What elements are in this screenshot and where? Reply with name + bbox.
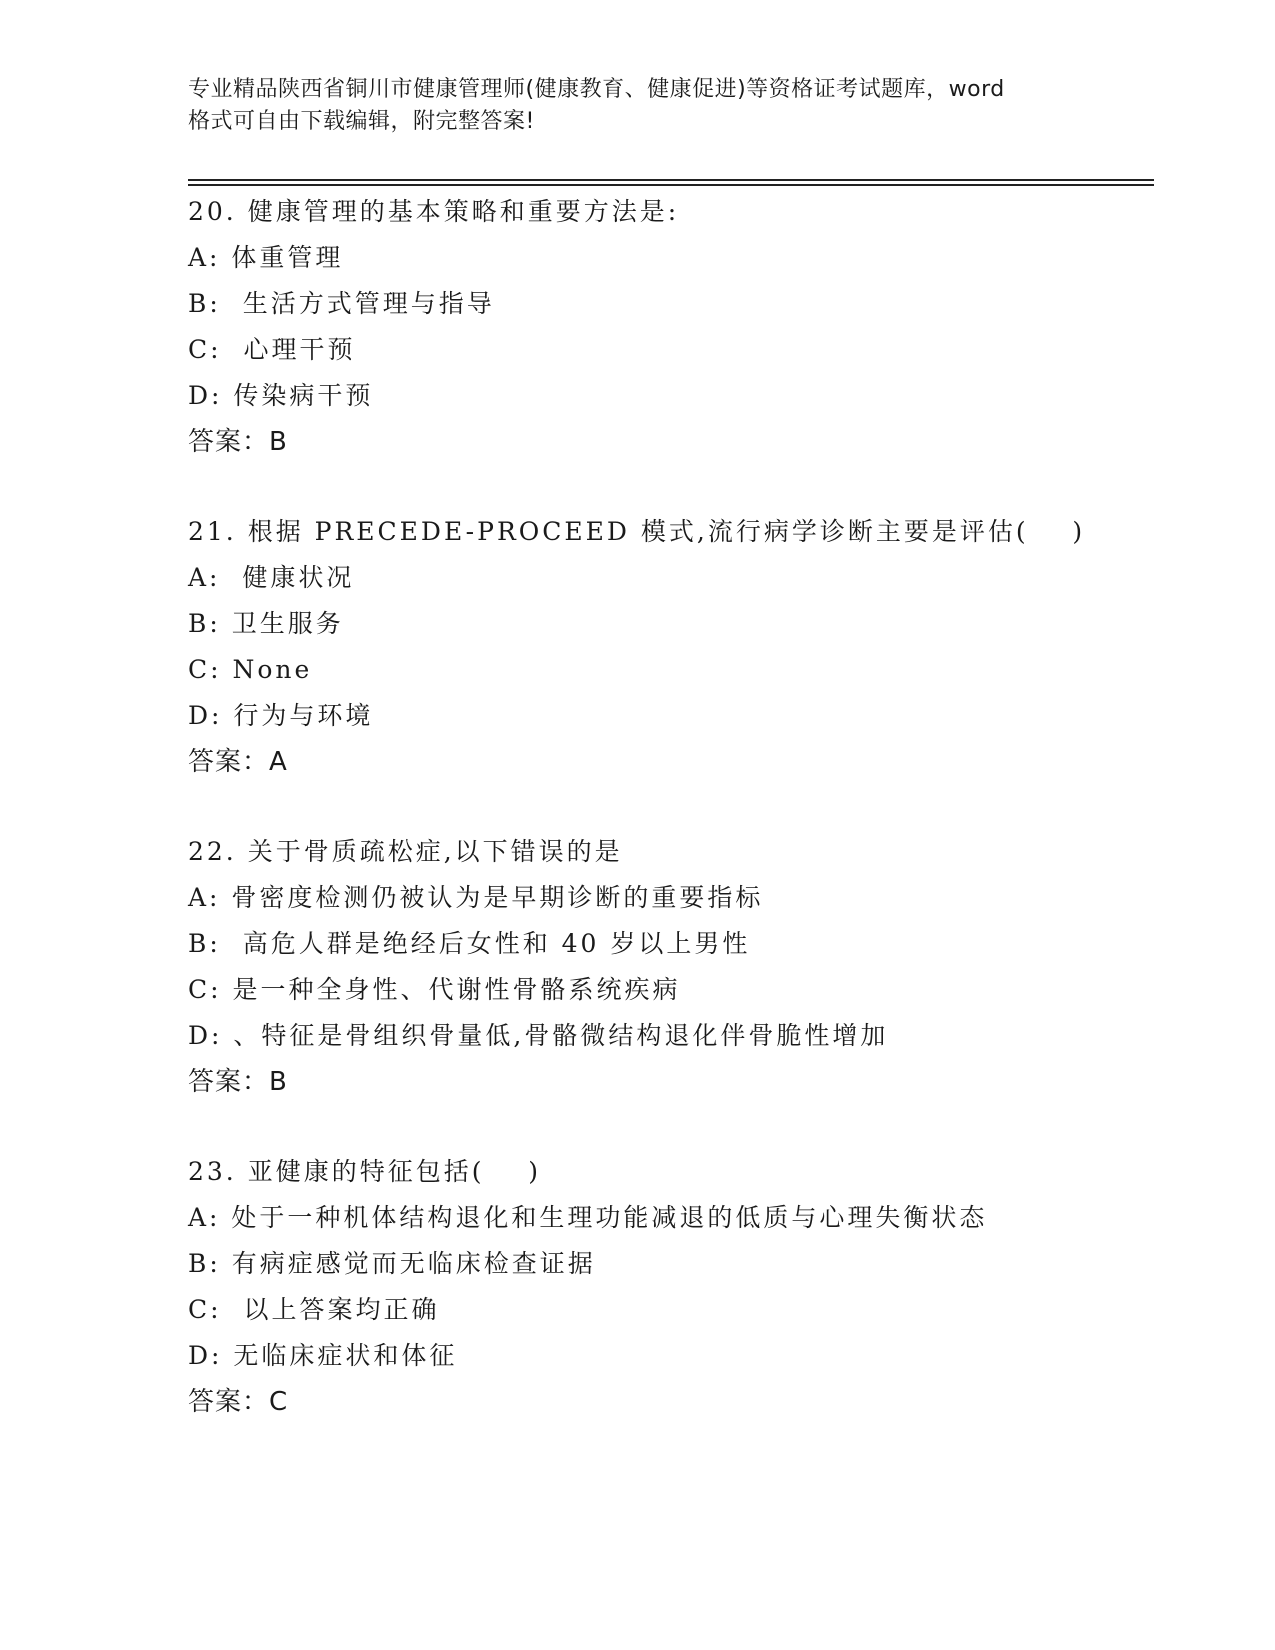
option-c: C: 是一种全身性、代谢性骨骼系统疾病 (188, 975, 681, 1004)
header-divider-top (188, 179, 1154, 181)
answer-line: 答案：B (188, 427, 288, 457)
option-a: A: 体重管理 (188, 243, 344, 272)
header-divider-bottom (188, 184, 1154, 186)
option-c: C: None (188, 655, 313, 684)
question-block (188, 189, 1188, 465)
option-c: C: 以上答案均正确 (188, 1295, 440, 1324)
option-b: B: 生活方式管理与指导 (188, 289, 495, 318)
question-stem: 20. 健康管理的基本策略和重要方法是: (188, 197, 680, 226)
option-b: B: 有病症感觉而无临床检查证据 (188, 1249, 596, 1278)
header-line-2: 格式可自由下载编辑，附完整答案! (188, 109, 535, 134)
question-block (188, 829, 1188, 1105)
option-a: A: 健康状况 (188, 563, 355, 592)
option-a: A: 骨密度检测仍被认为是早期诊断的重要指标 (188, 883, 764, 912)
option-d: D: 传染病干预 (188, 381, 374, 410)
question-stem: 21. 根据 PRECEDE-PROCEED 模式,流行病学诊断主要是评估( ) (188, 517, 1086, 546)
question-block (188, 509, 1188, 785)
option-d: D: 行为与环境 (188, 701, 374, 730)
answer-line: 答案：A (188, 747, 288, 777)
option-c: C: 心理干预 (188, 335, 356, 364)
header-line-1: 专业精品陕西省铜川市健康管理师(健康教育、健康促进)等资格证考试题库，word (188, 77, 1005, 102)
question-stem: 22. 关于骨质疏松症,以下错误的是 (188, 837, 623, 866)
option-b: B: 高危人群是绝经后女性和 40 岁以上男性 (188, 929, 751, 958)
answer-line: 答案：B (188, 1067, 288, 1097)
document-header (188, 74, 1088, 138)
question-block (188, 1149, 1188, 1425)
option-d: D: 、特征是骨组织骨量低,骨骼微结构退化伴骨脆性增加 (188, 1021, 889, 1050)
option-d: D: 无临床症状和体征 (188, 1341, 458, 1370)
option-a: A: 处于一种机体结构退化和生理功能减退的低质与心理失衡状态 (188, 1203, 988, 1232)
answer-line: 答案：C (188, 1387, 289, 1417)
question-stem: 23. 亚健康的特征包括( ) (188, 1157, 541, 1186)
option-b: B: 卫生服务 (188, 609, 344, 638)
